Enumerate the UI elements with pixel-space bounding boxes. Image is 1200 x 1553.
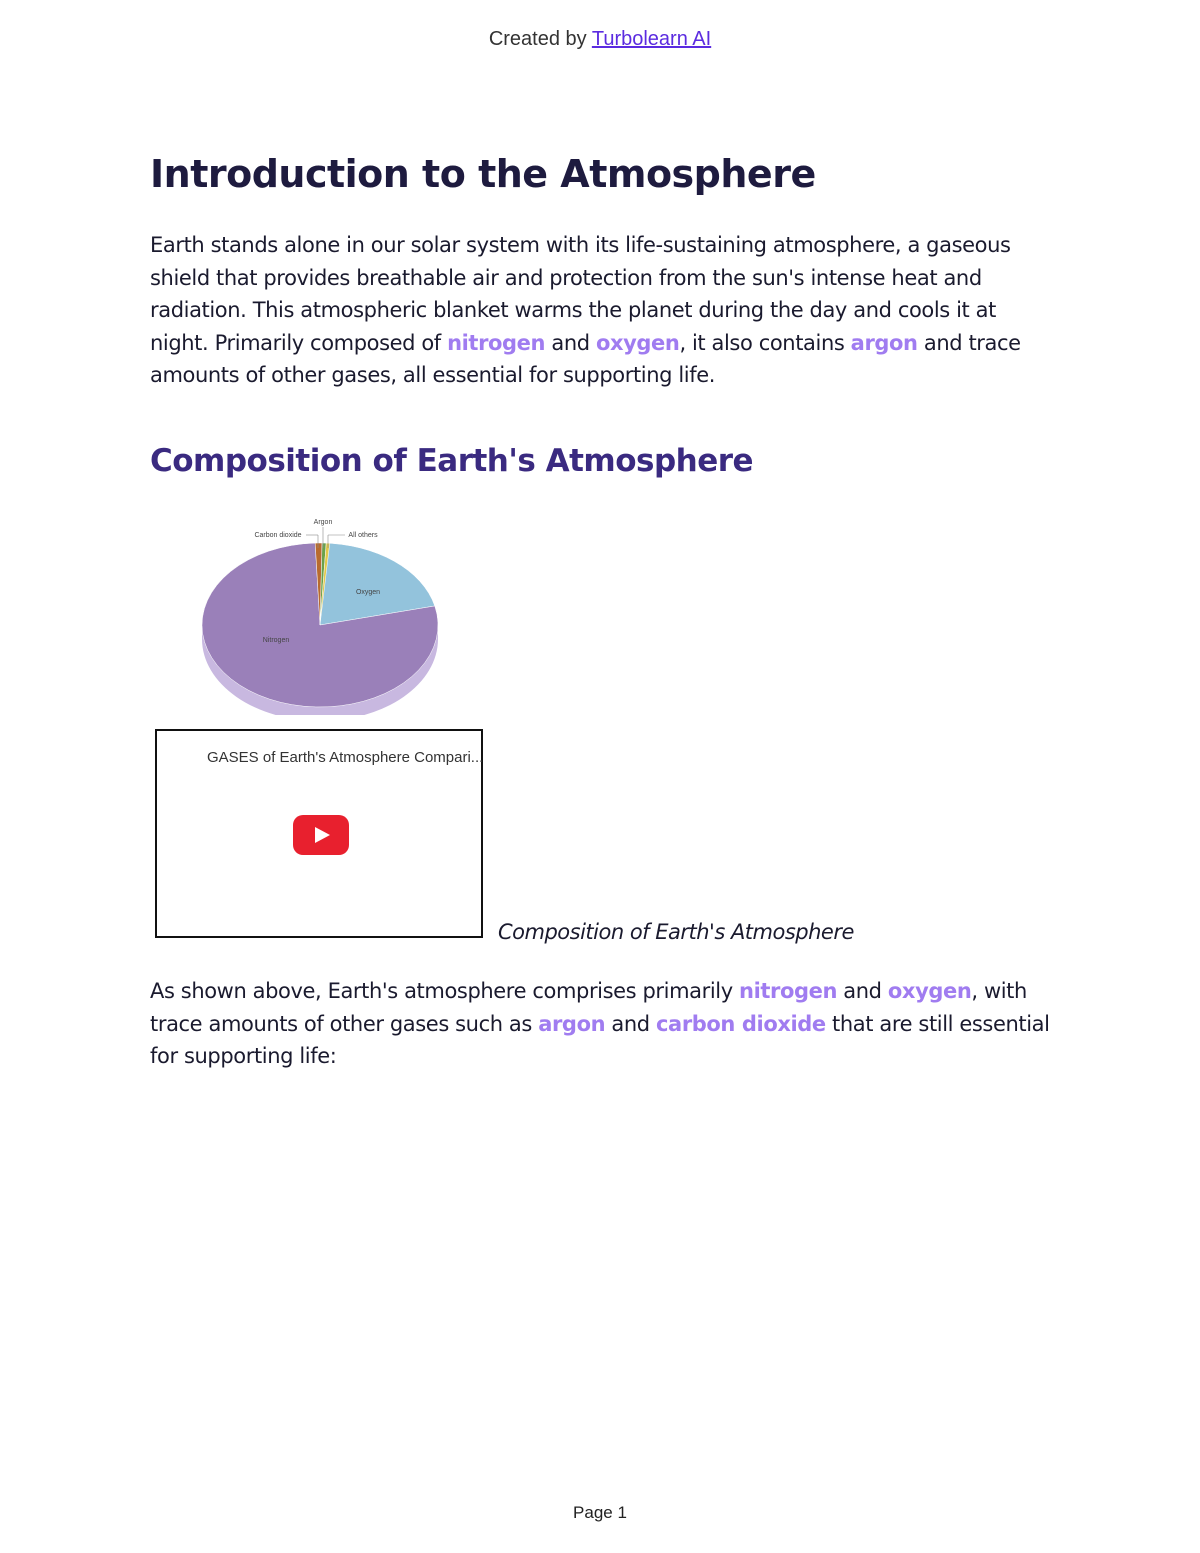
pie-label-carbon-dioxide: Carbon dioxide: [254, 532, 302, 539]
term-oxygen: oxygen: [595, 330, 680, 355]
page-header: [0, 28, 1200, 51]
figure-caption: Composition of Earth's Atmosphere: [498, 920, 854, 944]
video-title: GASES of Earth's Atmosphere Compari...: [207, 749, 484, 766]
intro-text-4: and trace amounts of other gases, all essential for supporting life.: [150, 330, 1021, 387]
page-number: Page 1: [573, 1503, 627, 1522]
summary-text-1: As shown above, Earth's atmosphere comprises primarily: [150, 979, 740, 1003]
summary-paragraph: [150, 975, 1050, 1073]
atmosphere-pie-chart: [198, 510, 448, 715]
summary-text-3: , with trace amounts of other gases such as: [150, 979, 1027, 1036]
intro-text-1: Earth stands alone in our solar system with its life-sustaining atmosphere, a gaseous shield that provides breathable air and protection from the sun's intense heat and radiation. This atmospheric blanket warms the planet during the day and cools it at night. Primarily composed of: [150, 233, 1011, 355]
summary-text-5: that are still essential for supporting life:: [150, 1011, 1050, 1068]
pie-label-argon: Argon: [313, 519, 333, 526]
intro-text-3: , it also contains: [679, 330, 851, 355]
header-prefix: Created by: [488, 28, 587, 50]
term-nitrogen: nitrogen: [447, 330, 546, 355]
summary-text-2: and: [837, 979, 888, 1003]
term-oxygen-2: oxygen: [887, 979, 972, 1003]
summary-text-4: and: [605, 1011, 656, 1036]
pie-label-all-others: All others: [348, 532, 378, 539]
intro-paragraph: [150, 229, 1050, 392]
term-nitrogen-2: nitrogen: [739, 979, 838, 1003]
play-icon[interactable]: [293, 815, 349, 855]
term-argon: argon: [850, 330, 918, 355]
pie-label-oxygen: Oxygen: [355, 589, 381, 596]
section-heading: Composition of Earth's Atmosphere: [150, 443, 754, 479]
term-carbon-dioxide: carbon dioxide: [656, 1011, 826, 1036]
pie-label-nitrogen: Nitrogen: [262, 637, 290, 644]
video-embed[interactable]: [155, 729, 483, 938]
page-title: Introduction to the Atmosphere: [150, 152, 816, 196]
turbolearn-link[interactable]: Turbolearn AI: [591, 28, 712, 50]
term-argon-2: argon: [538, 1011, 606, 1036]
intro-text-2: and: [545, 330, 596, 355]
